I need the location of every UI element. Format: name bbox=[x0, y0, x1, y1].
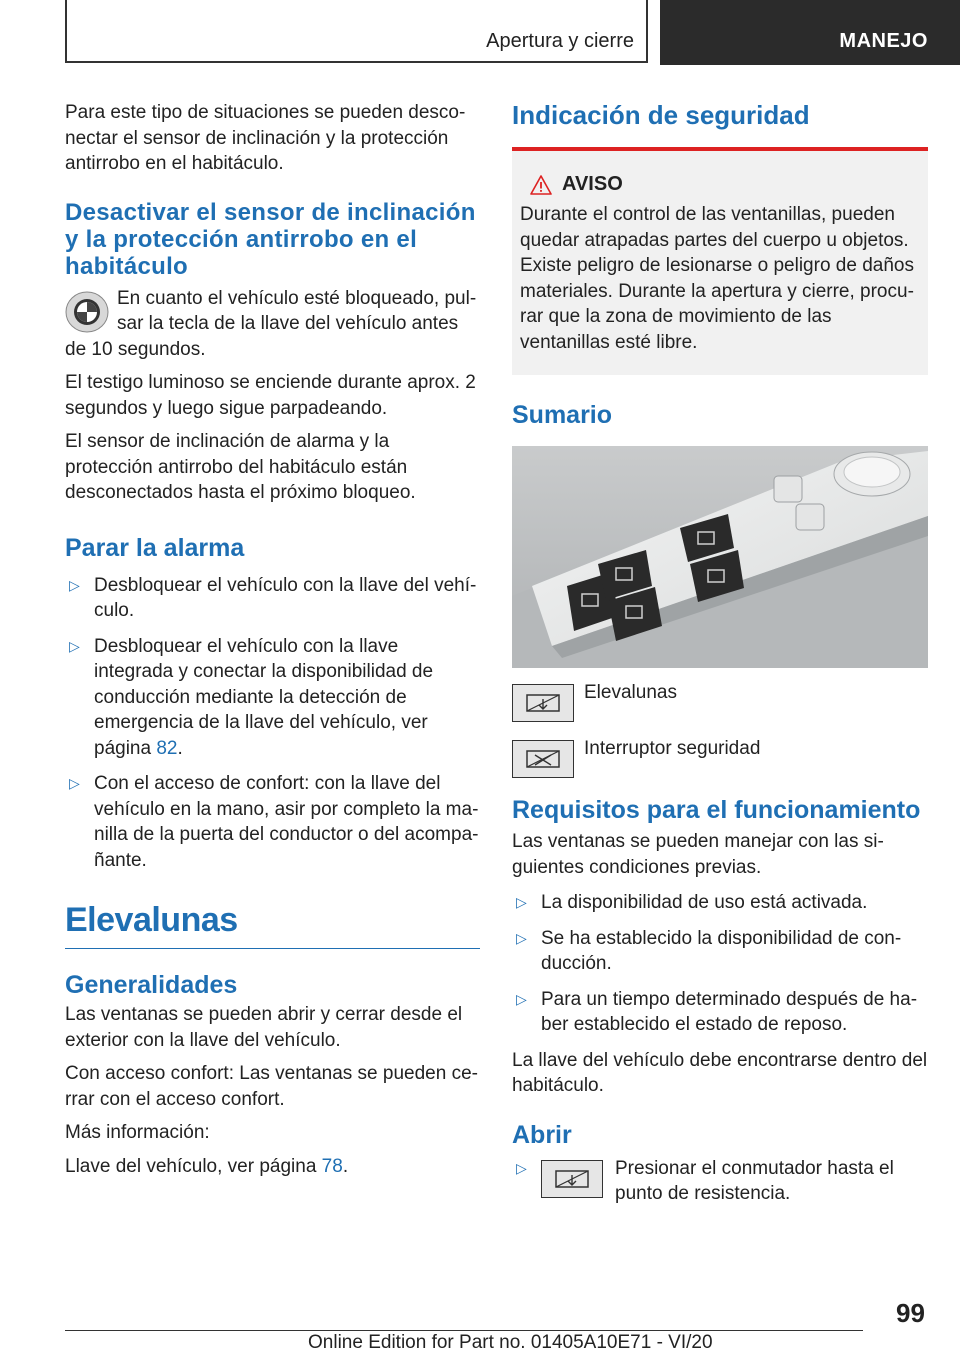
warning-title: AVISO bbox=[562, 173, 623, 195]
page-number: 99 bbox=[896, 1298, 925, 1328]
testigo-paragraph: El testigo luminoso se enciende durante aprox. 2 segundos y luego sigue parpadeando. bbox=[65, 372, 476, 419]
vehicle-key-button-icon bbox=[65, 290, 109, 334]
abrir-list-item bbox=[512, 1157, 928, 1207]
heading-generalidades: Generalidades bbox=[65, 971, 238, 999]
heading-elevalunas: Elevalunas bbox=[65, 901, 480, 949]
warning-text: Durante el control de las ventanillas, pueden quedar atrapadas partes del cuerpo u objetos. Existe peligro de lesionarse o peligro de daños materiales. Durante la apertura y cierre, procurar que la zona de movimiento de las ventanillas esté libre. bbox=[520, 204, 914, 353]
page-link-82[interactable]: 82 bbox=[156, 737, 178, 759]
bullet-triangle-icon: ▷ bbox=[69, 775, 80, 791]
warning-triangle-icon bbox=[530, 175, 552, 195]
sensor-paragraph: El sensor de inclinación de alarma y la protección antirrobo del habitáculo están desconectados hasta el próximo bloqueo. bbox=[65, 431, 416, 503]
requisitos-paragraph: Las ventanas se pueden manejar con las siguientes condiciones previas. bbox=[512, 831, 884, 878]
page-link-78[interactable]: 78 bbox=[321, 1155, 343, 1177]
header-section-box bbox=[65, 0, 648, 63]
footer-divider bbox=[65, 1330, 863, 1331]
bullet-triangle-icon: ▷ bbox=[516, 929, 527, 946]
llave-reference: Llave del vehículo, ver página 78. bbox=[65, 1155, 349, 1177]
heading-parar-alarma: Parar la alarma bbox=[65, 533, 245, 562]
bloqueado-paragraph: En cuanto el vehículo esté bloqueado, pulsar la tecla de la llave del vehículo antes de 10 segundos. bbox=[65, 287, 477, 360]
heading-requisitos: Requisitos para el funcionamiento bbox=[512, 796, 921, 824]
list-item: ▷ Desbloquear el vehículo con la llave del vehículo. bbox=[69, 574, 477, 621]
header-chapter-box bbox=[660, 0, 960, 65]
heading-desactivar: Desactivar el sensor de inclinación y la protección antirrobo en el habitáculo bbox=[65, 198, 476, 280]
window-lift-symbol-icon bbox=[512, 684, 574, 722]
symbol-label-interruptor: Interruptor seguridad bbox=[584, 738, 761, 759]
list-item: ▷ Para un tiempo determinado después de haber establecido el estado de reposo. bbox=[516, 988, 918, 1035]
warning-box bbox=[512, 151, 928, 375]
key-paragraph-block bbox=[65, 286, 480, 363]
list-item: ▷ La disponibilidad de uso está activada. bbox=[512, 890, 928, 916]
intro-paragraph: Para este tipo de situaciones se pueden desconectar el sensor de inclinación y la protección antirrobo en el habitáculo. bbox=[65, 102, 466, 174]
bullet-triangle-icon: ▷ bbox=[516, 1159, 527, 1176]
list-item: ▷ Se ha establecido la disponibilidad de conducción. bbox=[516, 927, 902, 974]
right-column bbox=[512, 100, 928, 1207]
heading-sumario: Sumario bbox=[512, 401, 613, 429]
heading-abrir: Abrir bbox=[512, 1120, 572, 1149]
header-chapter-title: MANEJO bbox=[839, 30, 928, 52]
mas-informacion: Más información: bbox=[65, 1122, 210, 1143]
bullet-triangle-icon: ▷ bbox=[69, 637, 80, 654]
alarma-list bbox=[65, 573, 480, 874]
list-item: ▷ Desbloquear el vehículo con la llave integrada y conectar la disponibilidad de conducción mediante la detección de emergencia de la llave del vehículo, ver página 82. bbox=[69, 635, 434, 759]
bullet-triangle-icon: ▷ bbox=[516, 990, 527, 1007]
heading-indicacion-seguridad: Indicación de seguridad bbox=[512, 100, 928, 151]
header-section-title: Apertura y cierre bbox=[486, 30, 634, 52]
warning-header bbox=[520, 173, 920, 196]
requisitos-list bbox=[512, 890, 928, 1038]
symbol-row-elevalunas bbox=[512, 684, 928, 722]
footer-edition: Online Edition for Part no. 01405A10E71 - VI/20 bbox=[308, 1332, 713, 1353]
window-lift-symbol-icon bbox=[541, 1160, 603, 1198]
bullet-triangle-icon: ▷ bbox=[69, 576, 80, 593]
left-column bbox=[65, 100, 480, 1187]
symbol-row-interruptor bbox=[512, 740, 928, 778]
bullet-triangle-icon: ▷ bbox=[516, 894, 527, 910]
abrir-text: Presionar el conmutador hasta el punto de resistencia. bbox=[615, 1157, 894, 1204]
symbol-label-elevalunas: Elevalunas bbox=[584, 682, 677, 703]
list-item: ▷ Con el acceso de confort: con la llave del vehículo en la mano, asir por completo la manilla de la puerta del conductor o del acompañante. bbox=[69, 773, 479, 871]
safety-switch-symbol-icon bbox=[512, 740, 574, 778]
window-switch-panel-photo bbox=[512, 446, 928, 668]
generalidades-paragraph-1: Las ventanas se pueden abrir y cerrar desde el exterior con la llave del vehículo. bbox=[65, 1004, 463, 1051]
llave-dentro-paragraph: La llave del vehículo debe encontrarse dentro del habitáculo. bbox=[512, 1049, 928, 1096]
generalidades-paragraph-2: Con acceso confort: Las ventanas se pueden cerrar con el acceso confort. bbox=[65, 1063, 478, 1110]
